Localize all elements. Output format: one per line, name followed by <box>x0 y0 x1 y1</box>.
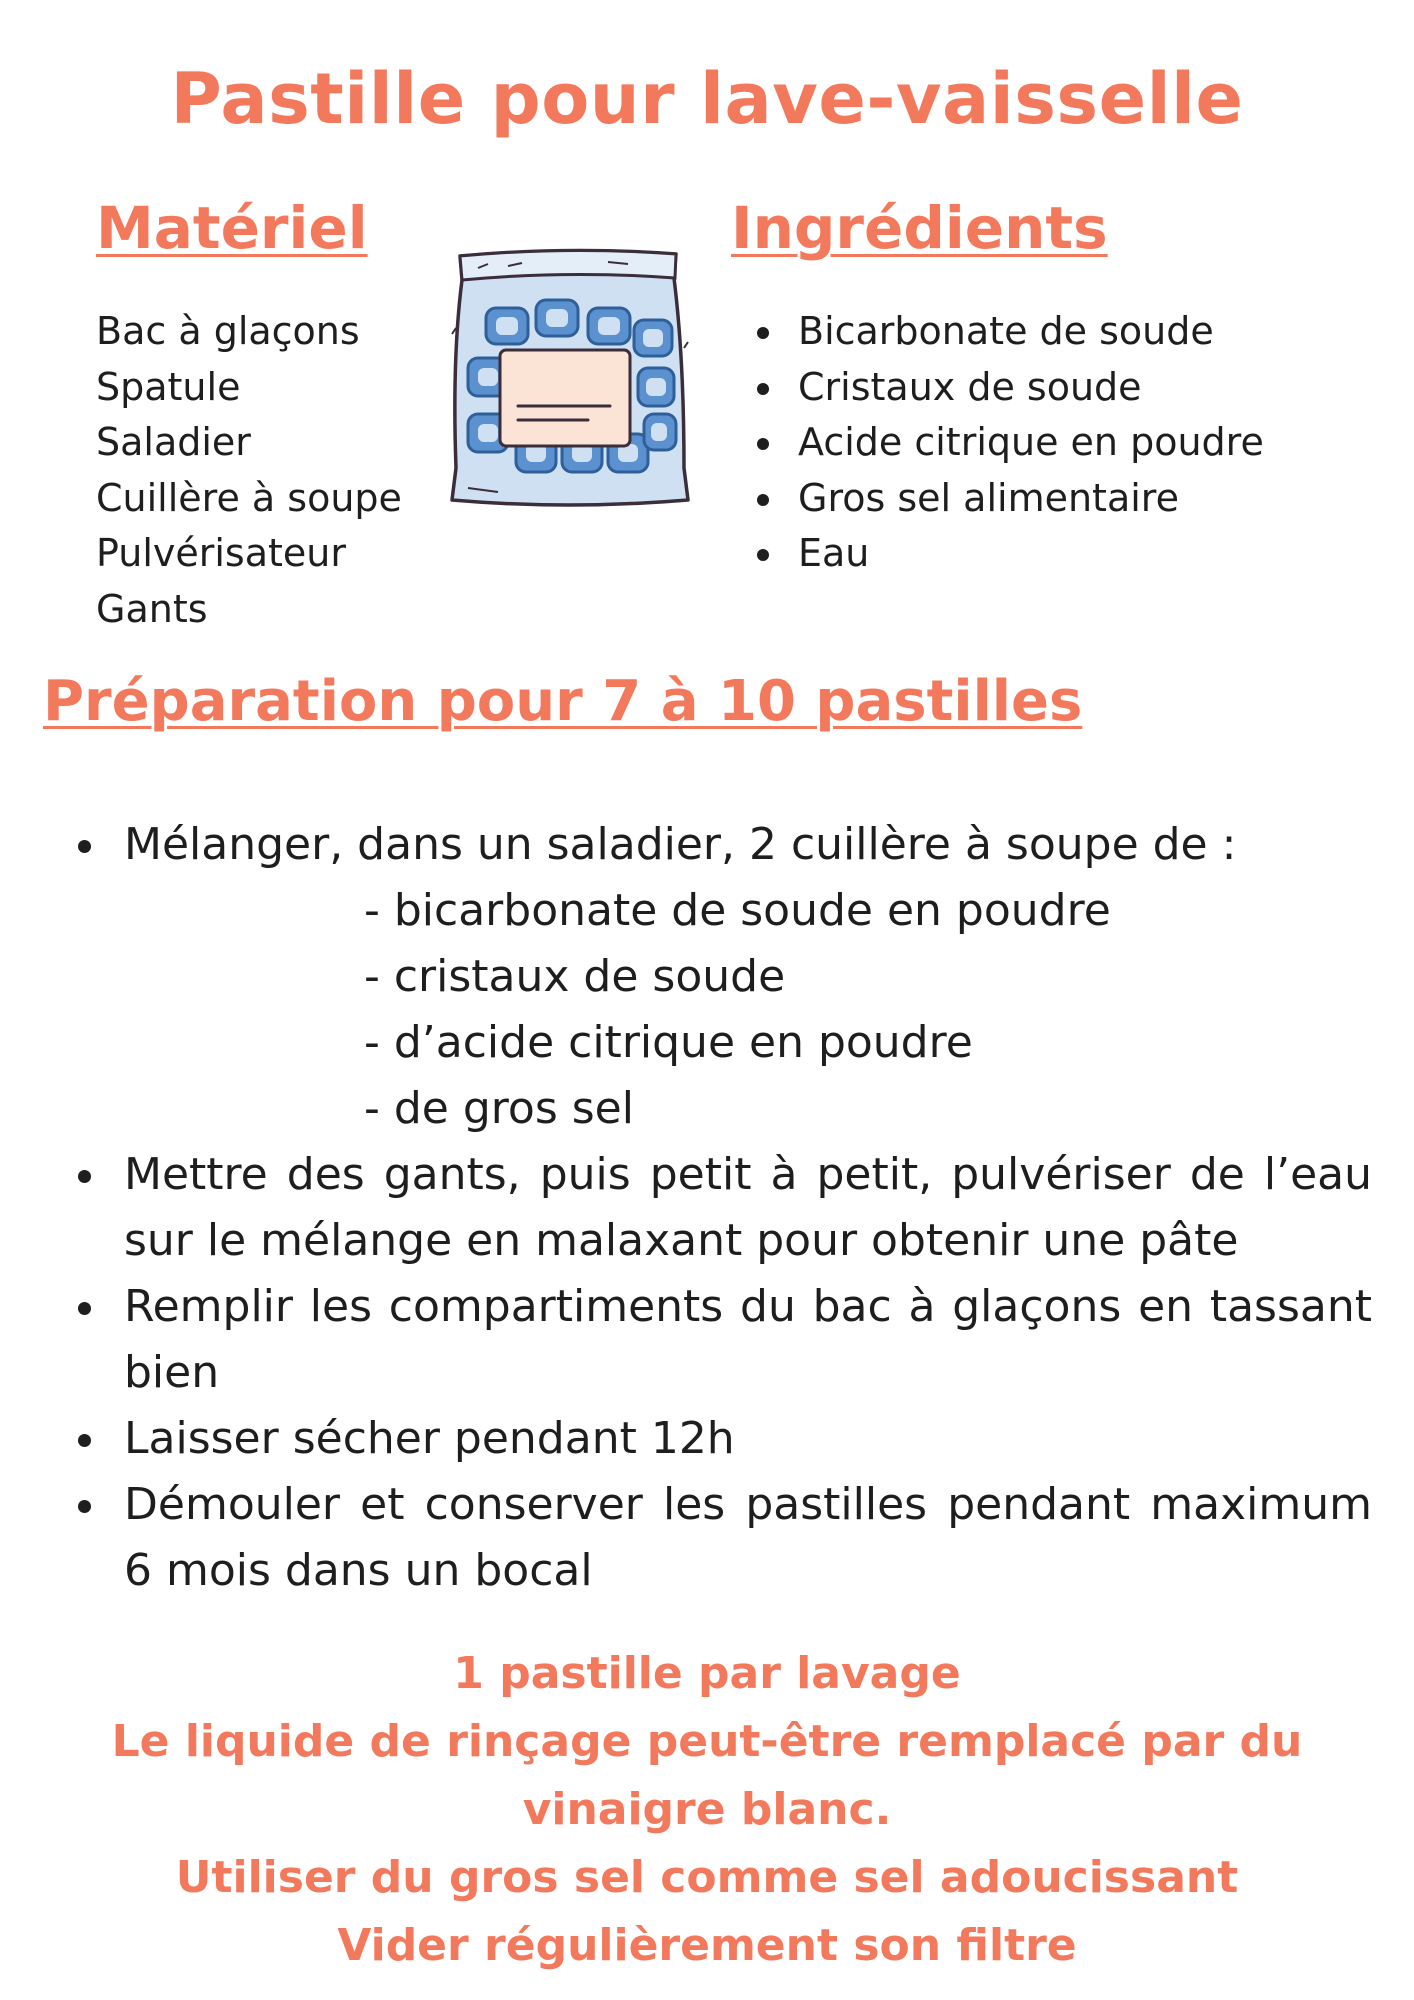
materiel-list <box>96 304 402 637</box>
step-text: Mélanger, dans un saladier, 2 cuillère à soupe de : <box>124 819 1237 870</box>
ingredient-item: Acide citrique en poudre <box>755 415 1264 471</box>
ingredient-item: Gros sel alimentaire <box>755 471 1264 527</box>
materiel-item: Gants <box>96 586 208 631</box>
ingredient-item: Cristaux de soude <box>755 360 1264 416</box>
notes <box>0 1640 1414 1980</box>
step-sublist <box>124 878 1372 1142</box>
ingredient-item: Eau <box>755 526 1264 582</box>
step-item: Mettre des gants, puis petit à petit, pulvériser de l’eau sur le mélange en malaxant pour obtenir une pâte <box>74 1142 1372 1274</box>
sub-item: - d’acide citrique en poudre <box>364 1017 973 1068</box>
materiel-item: Bac à glaçons <box>96 309 360 353</box>
sub-item: - bicarbonate de soude en poudre <box>364 885 1111 936</box>
preparation-heading: Préparation pour 7 à 10 pastilles <box>43 669 1083 734</box>
step-item: Laisser sécher pendant 12h <box>74 1406 1372 1472</box>
note-line: 1 pastille par lavage <box>453 1648 961 1699</box>
step-item: Remplir les compartiments du bac à glaçons en tassant bien <box>74 1274 1372 1406</box>
sub-item: - de gros sel <box>364 1083 634 1134</box>
step-item <box>74 812 1372 1142</box>
page-title: Pastille pour lave-vaisselle <box>170 58 1244 140</box>
ingredients-list <box>755 304 1264 582</box>
note-line: Vider régulièrement son filtre <box>337 1920 1077 1971</box>
note-line: Utiliser du gros sel comme sel adoucissant <box>175 1852 1239 1903</box>
materiel-heading: Matériel <box>96 194 368 262</box>
preparation-steps <box>74 812 1372 1604</box>
materiel-item: Saladier <box>96 420 251 464</box>
tablet-bag-icon <box>438 238 698 523</box>
materiel-item: Spatule <box>96 364 241 409</box>
note-line: Le liquide de rinçage peut-être remplacé par du <box>111 1716 1303 1767</box>
step-item: Démouler et conserver les pastilles pendant maximum 6 mois dans un bocal <box>74 1472 1372 1604</box>
materiel-item: Pulvérisateur <box>96 531 347 575</box>
sub-item: - cristaux de soude <box>364 951 786 1002</box>
ingredients-heading: Ingrédients <box>731 194 1108 262</box>
ingredient-item: Bicarbonate de soude <box>755 304 1264 360</box>
note-line: vinaigre blanc. <box>522 1784 892 1835</box>
materiel-item: Cuillère à soupe <box>96 475 402 520</box>
